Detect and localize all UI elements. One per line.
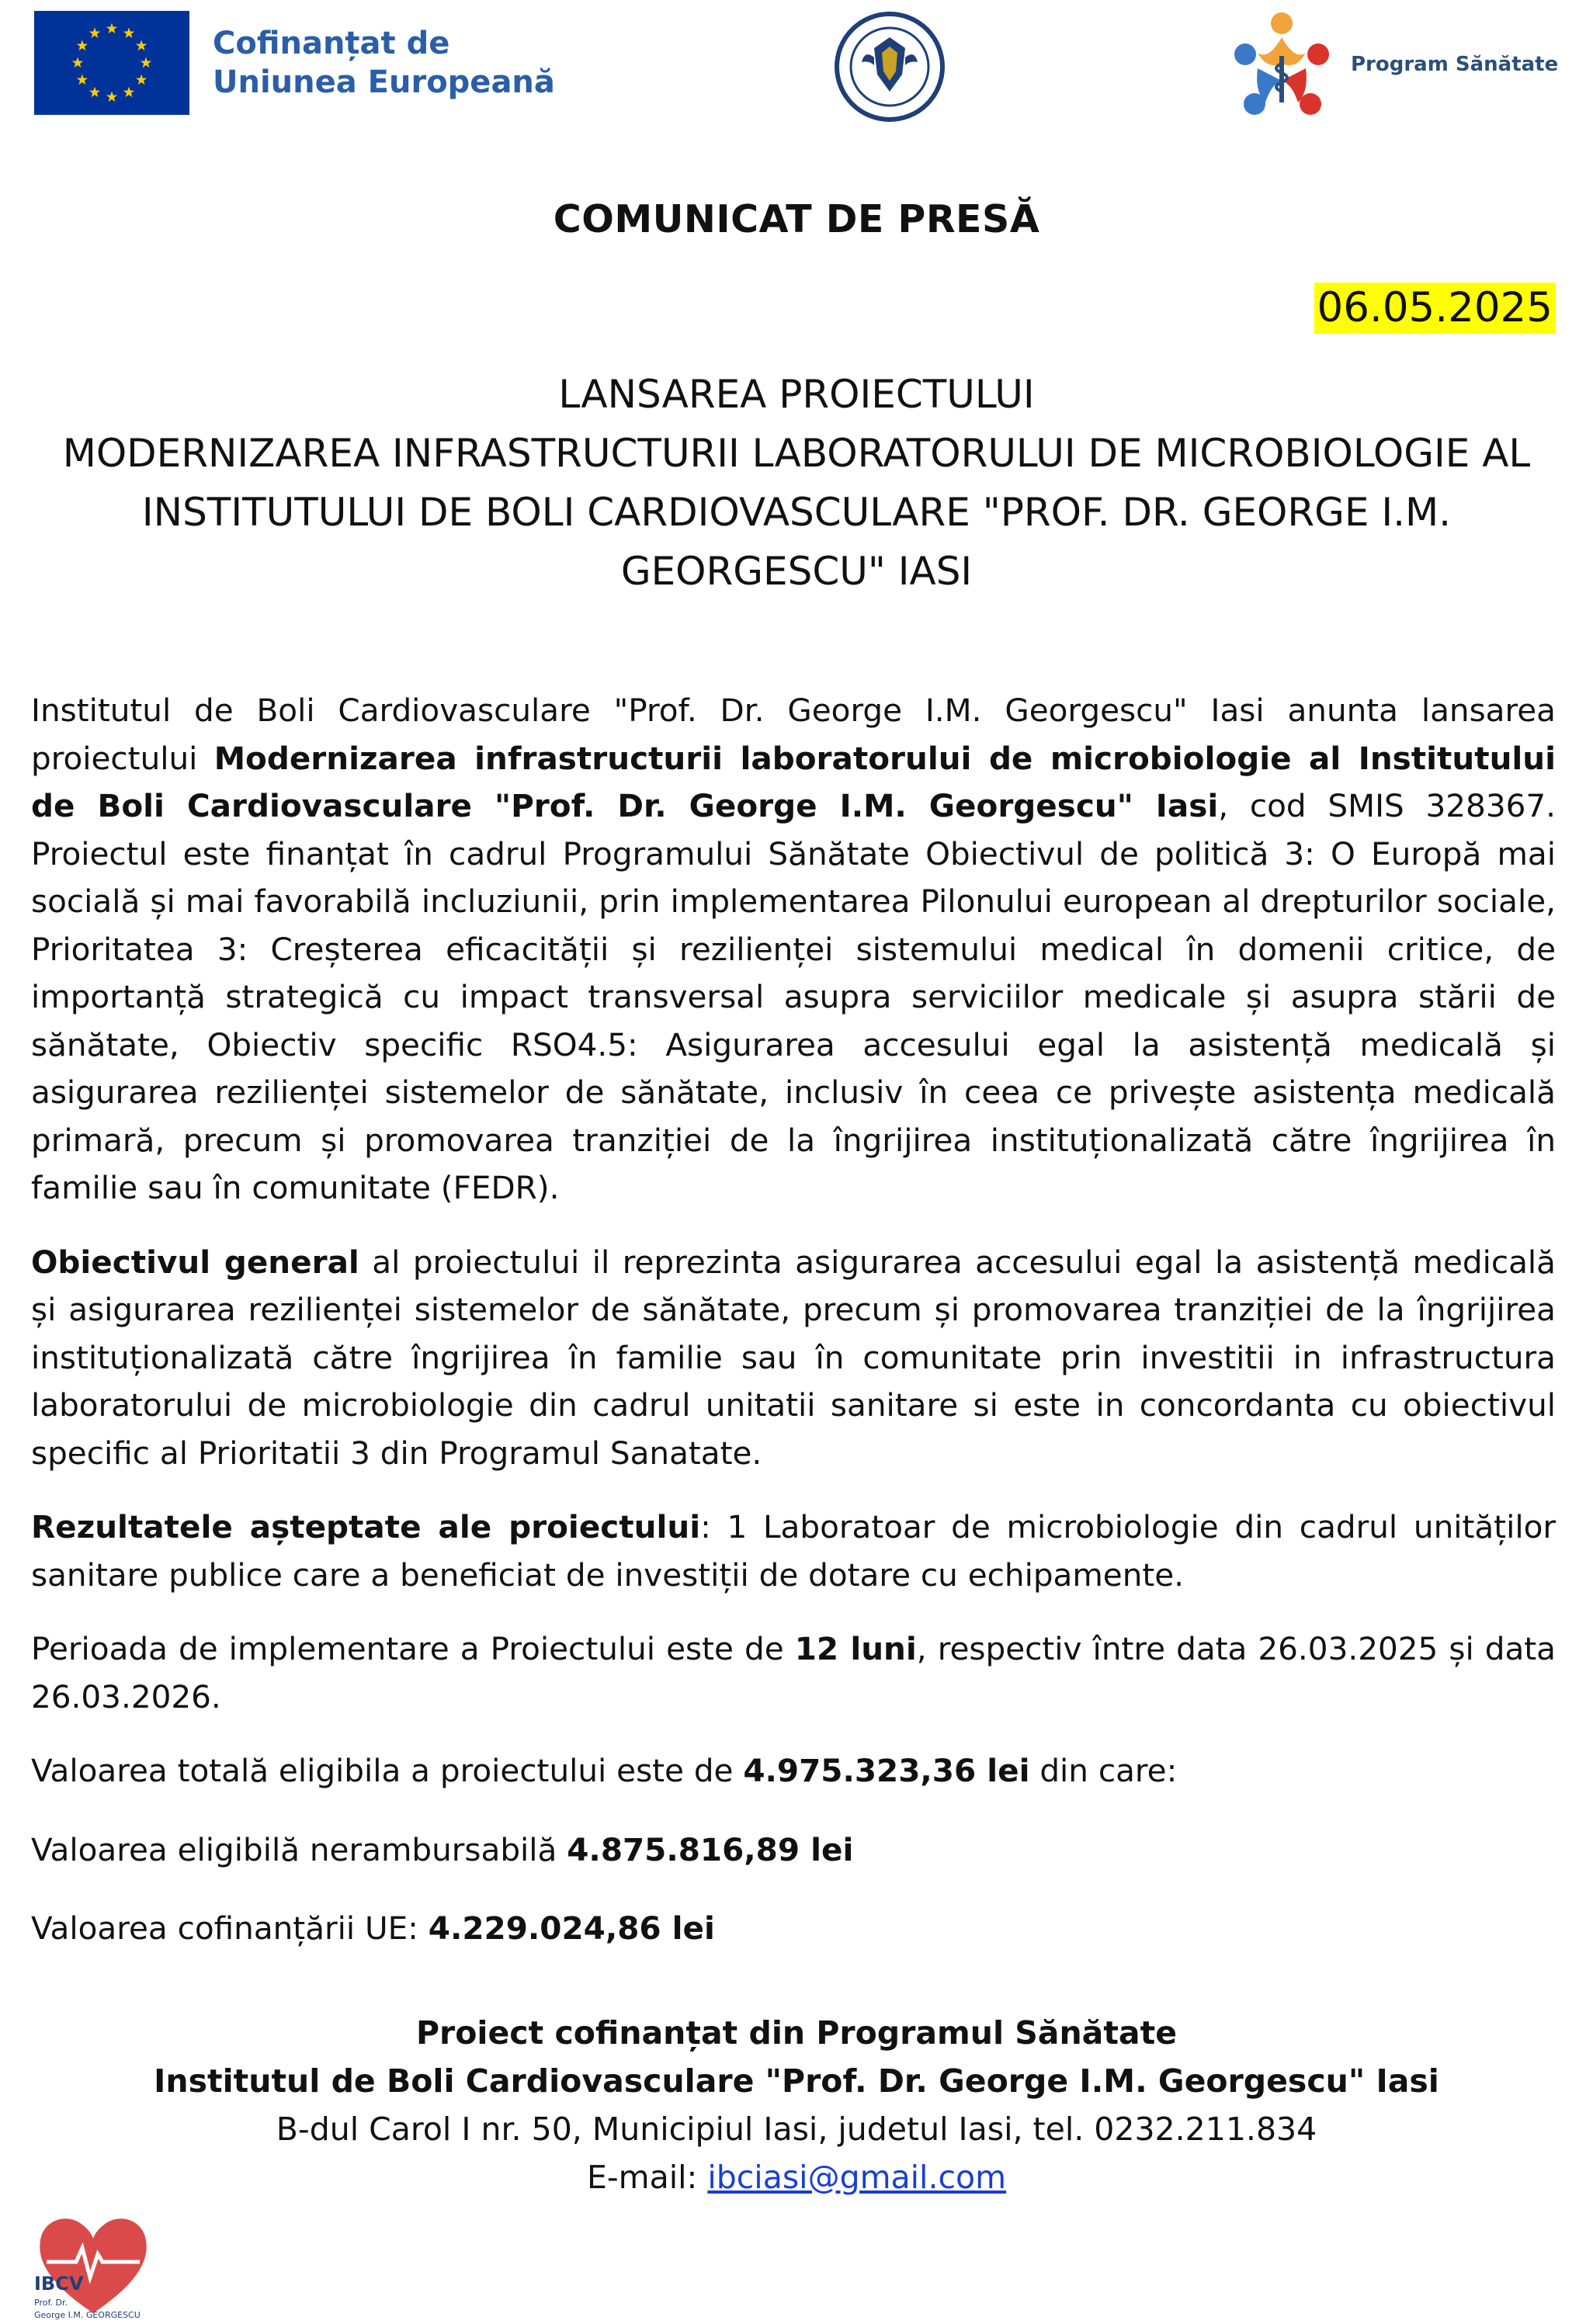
headline-line: GEORGESCU" IASI — [620, 549, 973, 594]
eu-flag-icon — [34, 11, 189, 115]
ibcv-logo-sub1: Prof. Dr. — [34, 2298, 68, 2308]
paragraph-general-objective — [31, 1239, 1556, 1478]
headline-line: MODERNIZAREA INFRASTRUCTURII LABORATORULUI DE MICROBIOLOGIE AL — [62, 431, 1531, 476]
email-label: E-mail: — [586, 2159, 708, 2196]
press-release-body — [31, 687, 1556, 1979]
email-link[interactable]: ibciasi@gmail.com — [707, 2159, 1007, 2196]
paragraph-implementation-period — [31, 1625, 1556, 1721]
eu-cofinancing-value: 4.229.024,86 lei — [428, 1909, 715, 1947]
text-run: din care: — [1029, 1752, 1178, 1789]
release-date: 06.05.2025 — [1314, 283, 1556, 334]
duration-value: 12 luni — [794, 1630, 917, 1667]
ibcv-logo-text: IBCV — [34, 2273, 84, 2295]
footer-email-line — [0, 2153, 1593, 2201]
ibcv-logo-sub2: George I.M. GEORGESCU — [34, 2310, 141, 2320]
text-run: : 1 Laboratoar de microbiologie din cadrul unităților sanitare publice care a beneficiat de investiții de dotare cu echipamente. — [31, 1508, 1557, 1594]
text-run: Perioada de implementare a Proiectului este de — [31, 1630, 795, 1667]
text-run: Valoarea cofinanțării UE: — [31, 1909, 429, 1947]
paragraph-total-value — [31, 1747, 1556, 1795]
text-run: , cod SMIS 328367. Proiectul este finanțat în cadrul Programului Sănătate Obiectivul de politică 3: O Europă mai socială și mai favorabilă incluziunii, prin implementarea Pilonului european al drepturilor sociale, Prioritatea 3: Creșterea eficacității și rezilienței sistemului medical în domenii critice, de importanță strategică cu impact transversal asupra serviciilor medicale și asupra stării de sănătate, Obiectiv specific RSO4.5: Asigurarea accesului egal la asistență medicală și asigurarea rezilienței sistemelor de sănătate, inclusiv în ceea ce privește asistența medicală primară, precum și promovarea tranziției de la îngrijirea instituționalizată către îngrijirea în familie sau în comunitate (FEDR). — [31, 787, 1556, 1206]
total-eligible-value: 4.975.323,36 lei — [743, 1752, 1030, 1789]
paragraph-expected-results — [31, 1504, 1556, 1599]
project-headline — [31, 365, 1562, 601]
text-run: Valoarea totală eligibila a proiectului este de — [31, 1752, 744, 1789]
text-run: al proiectului il reprezinta asigurarea accesului egal la asistență medicală și asigurarea rezilienței sistemelor de sănătate, precum și promovarea tranziției de la îngrijirea instituționalizată către îngrijirea în familie sau în comunitate prin investitii in infrastructura laboratorului de microbiologie din cadrul unitatii sanitare si este in concordanta cu obiectivul specific al Prioritatii 3 din Programul Sanatate. — [31, 1243, 1556, 1472]
headline-line: LANSAREA PROIECTULUI — [558, 372, 1035, 417]
press-release-title: COMUNICAT DE PRESĂ — [553, 197, 1040, 241]
footer-program-line: Proiect cofinanțat din Programul Sănătate — [415, 2014, 1178, 2052]
ibcv-logo-icon — [31, 2197, 155, 2324]
eu-logo-text — [213, 24, 555, 102]
nonrefundable-value: 4.875.816,89 lei — [567, 1830, 854, 1868]
program-sanatate-text: Program Sănătate — [1351, 53, 1559, 76]
text-run: Institutul de Boli Cardiovasculare "Prof. Dr. George I.M. Georgescu" Iasi anunta lansarea proiectului — [31, 692, 1556, 777]
expected-results-label: Rezultatele așteptate ale proiectului — [31, 1508, 701, 1545]
header-logos — [0, 0, 1593, 140]
paragraph-intro — [31, 687, 1556, 1212]
eu-logo-text-line2: Uniunea Europeană — [213, 64, 555, 100]
footer — [0, 2009, 1593, 2201]
footer-institution-line: Institutul de Boli Cardiovasculare "Prof. Dr. George I.M. Georgescu" Iasi — [154, 2062, 1439, 2100]
program-sanatate-mark-icon — [1223, 6, 1340, 123]
program-sanatate-logo — [1223, 6, 1558, 123]
paragraph-nonrefundable-value — [31, 1826, 1556, 1875]
eu-cofinancing-logo — [34, 11, 555, 115]
paragraph-eu-cofinancing-value — [31, 1905, 1556, 1953]
text-run: , respectiv între data 26.03.2025 și data 26.03.2026. — [31, 1630, 1556, 1715]
general-objective-label: Obiectivul general — [31, 1243, 359, 1281]
footer-address-line: B-dul Carol I nr. 50, Municipiul Iasi, judetul Iasi, tel. 0232.211.834 — [276, 2111, 1317, 2148]
text-run: Valoarea eligibilă nerambursabilă — [31, 1830, 567, 1868]
project-name-bold: Modernizarea infrastructurii laboratorului de microbiologie al Institutului de Boli Cardiovasculare "Prof. Dr. George I.M. Georgescu" Iasi — [31, 739, 1557, 824]
headline-line: INSTITUTULUI DE BOLI CARDIOVASCULARE "PROF. DR. GEORGE I.M. — [141, 490, 1452, 535]
eu-logo-text-line1: Cofinanțat de — [213, 26, 450, 61]
romanian-government-seal-icon — [834, 11, 946, 123]
